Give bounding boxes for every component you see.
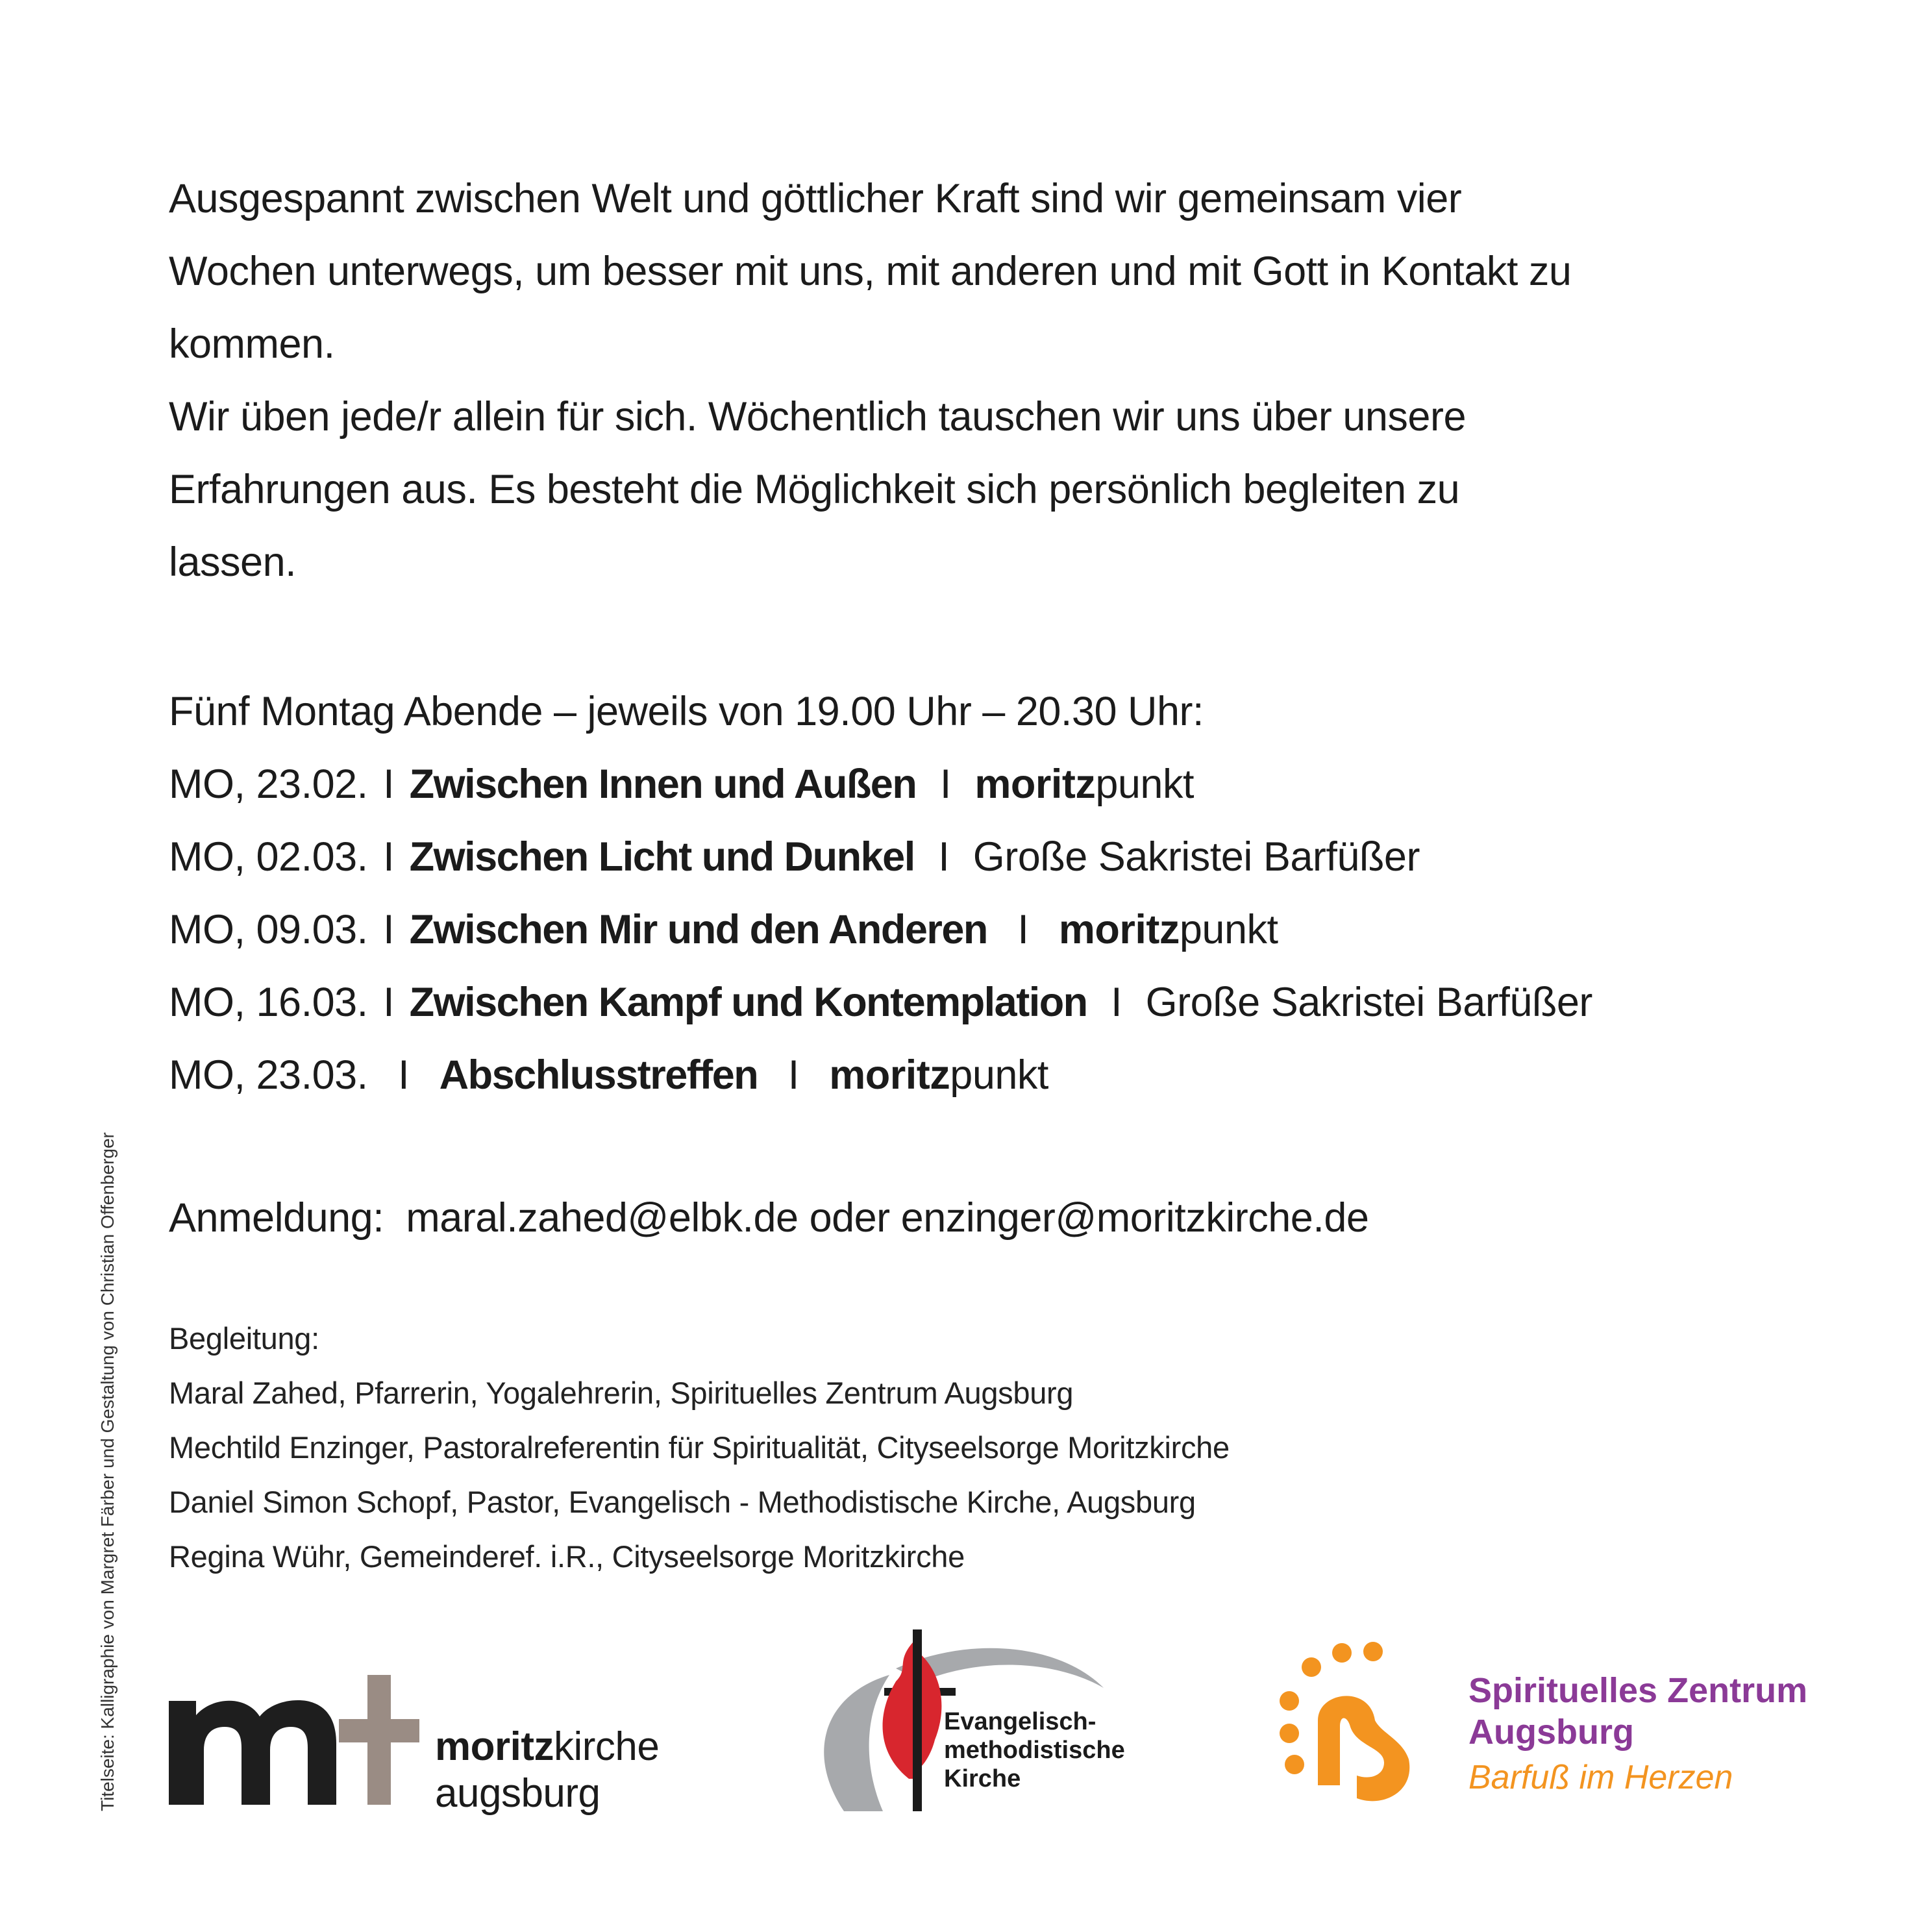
location-rest: punkt bbox=[1095, 762, 1194, 807]
email-link-1[interactable]: maral.zahed@elbk.de bbox=[406, 1195, 799, 1241]
event-location bbox=[1146, 966, 1592, 1039]
intro-line: Ausgespannt zwischen Welt und göttlicher Kraft sind wir gemeinsam vier bbox=[169, 176, 1462, 221]
event-location bbox=[974, 748, 1194, 821]
escort-list bbox=[169, 1311, 1230, 1584]
intro-paragraph bbox=[169, 162, 1831, 599]
event-date: MO, 16.03. bbox=[169, 980, 368, 1025]
wordmark-bold: moritz bbox=[435, 1724, 554, 1769]
location-rest: Große Sakristei Barfüßer bbox=[972, 834, 1420, 880]
event-row bbox=[169, 966, 1831, 1039]
signup-line bbox=[169, 1182, 1368, 1254]
escort-person: Mechtild Enzinger, Pastoralreferentin für Spiritualität, Cityseelsorge Moritzkirche bbox=[169, 1430, 1230, 1465]
m-plus-icon bbox=[169, 1662, 428, 1818]
separator: I bbox=[383, 907, 395, 952]
event-location bbox=[829, 1039, 1048, 1111]
emk-logo bbox=[799, 1616, 1162, 1818]
separator: I bbox=[383, 834, 395, 880]
event-date: MO, 23.02. bbox=[169, 762, 368, 807]
sz-line: Augsburg bbox=[1468, 1713, 1634, 1752]
event-date: MO, 09.03. bbox=[169, 907, 368, 952]
sz-wordmark bbox=[1468, 1670, 1807, 1753]
footprint-icon bbox=[1272, 1636, 1454, 1818]
location-bold: moritz bbox=[974, 762, 1096, 807]
event-date: MO, 02.03. bbox=[169, 834, 368, 880]
separator: I bbox=[398, 1052, 410, 1098]
separator: I bbox=[1111, 980, 1122, 1025]
event-title: Zwischen Licht und Dunkel bbox=[409, 834, 915, 880]
location-rest: punkt bbox=[950, 1052, 1048, 1098]
event-title: Abschlusstreffen bbox=[439, 1052, 758, 1098]
event-title: Zwischen Innen und Außen bbox=[409, 762, 917, 807]
event-location bbox=[973, 821, 1420, 893]
separator: I bbox=[939, 762, 951, 807]
schedule-heading: Fünf Montag Abende – jeweils von 19.00 Uhr – 20.30 Uhr: bbox=[169, 689, 1204, 734]
emk-line: methodistische bbox=[944, 1737, 1125, 1764]
wordmark-city: augsburg bbox=[435, 1771, 601, 1816]
event-title: Zwischen Kampf und Kontemplation bbox=[409, 980, 1087, 1025]
schedule bbox=[169, 675, 1831, 1111]
event-row bbox=[169, 748, 1831, 821]
escort-person: Maral Zahed, Pfarrerin, Yogalehrerin, Spirituelles Zentrum Augsburg bbox=[169, 1376, 1074, 1410]
email-link-2[interactable]: enzinger@moritzkirche.de bbox=[900, 1195, 1369, 1241]
separator: I bbox=[383, 762, 395, 807]
signup-label: Anmeldung: bbox=[169, 1195, 384, 1241]
intro-line: Wochen unterwegs, um besser mit uns, mit anderen und mit Gott in Kontakt zu bbox=[169, 249, 1572, 294]
emk-line: Evangelisch- bbox=[944, 1708, 1096, 1735]
event-date: MO, 23.03. bbox=[169, 1052, 368, 1098]
intro-line: lassen. bbox=[169, 539, 297, 585]
location-rest: Große Sakristei Barfüßer bbox=[1145, 980, 1592, 1025]
event-title: Zwischen Mir und den Anderen bbox=[409, 907, 987, 952]
escort-person: Regina Wühr, Gemeinderef. i.R., Cityseelsorge Moritzkirche bbox=[169, 1539, 965, 1574]
wordmark-rest: kirche bbox=[554, 1724, 660, 1769]
title-page-credit: Titelseite: Kalligraphie von Margret Färber und Gestaltung von Christian Offenberger bbox=[97, 1132, 118, 1811]
sz-line: Spirituelles Zentrum bbox=[1468, 1671, 1808, 1710]
separator: I bbox=[383, 980, 395, 1025]
moritzkirche-wordmark bbox=[435, 1724, 659, 1817]
signup-conjunction: oder bbox=[809, 1195, 890, 1241]
event-row bbox=[169, 893, 1831, 966]
spirituelles-zentrum-logo bbox=[1272, 1636, 1857, 1818]
separator: I bbox=[1017, 907, 1029, 952]
separator: I bbox=[938, 834, 950, 880]
intro-line: Erfahrungen aus. Es besteht die Möglichkeit sich persönlich begleiten zu bbox=[169, 467, 1460, 512]
intro-line: Wir üben jede/r allein für sich. Wöchentlich tauschen wir uns über unsere bbox=[169, 394, 1466, 440]
location-bold: moritz bbox=[1058, 907, 1180, 952]
emk-wordmark bbox=[944, 1707, 1125, 1793]
intro-line: kommen. bbox=[169, 321, 335, 367]
emk-line: Kirche bbox=[944, 1765, 1021, 1792]
location-rest: punkt bbox=[1179, 907, 1278, 952]
event-row bbox=[169, 821, 1831, 893]
sz-tagline: Barfuß im Herzen bbox=[1468, 1759, 1733, 1796]
location-bold: moritz bbox=[829, 1052, 950, 1098]
escort-person: Daniel Simon Schopf, Pastor, Evangelisch - Methodistische Kirche, Augsburg bbox=[169, 1485, 1196, 1519]
separator: I bbox=[787, 1052, 799, 1098]
event-location bbox=[1059, 893, 1278, 966]
moritzkirche-logo bbox=[169, 1662, 701, 1818]
event-row bbox=[169, 1039, 1831, 1111]
escort-heading: Begleitung: bbox=[169, 1321, 319, 1356]
